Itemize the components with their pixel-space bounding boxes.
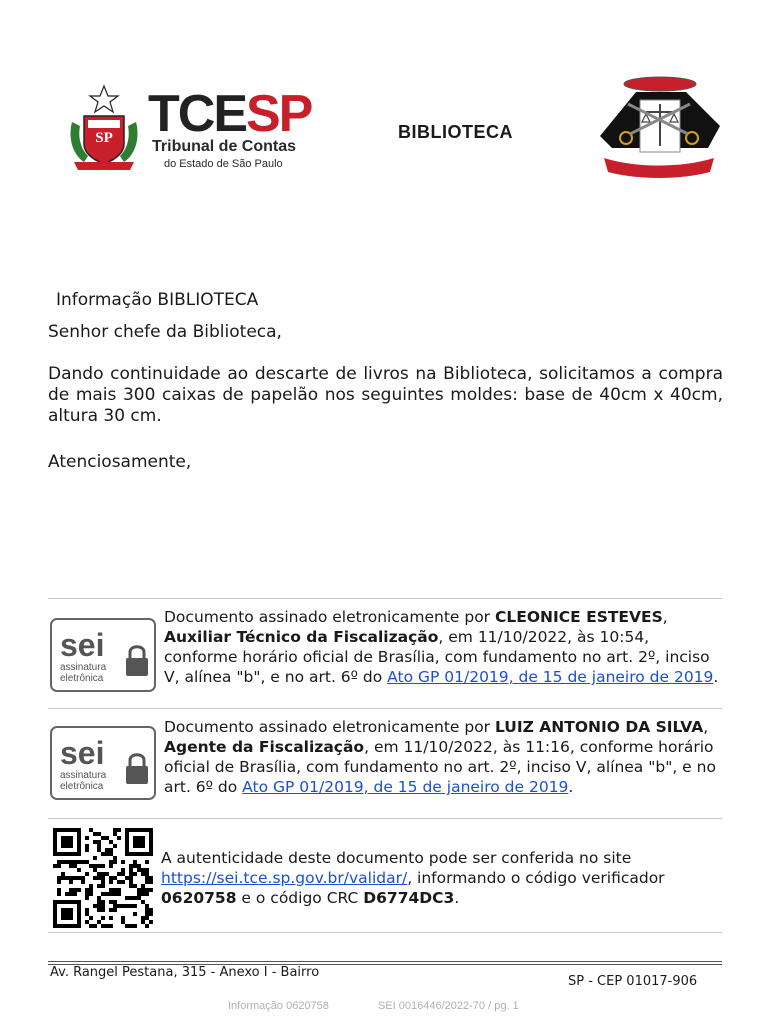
signer-name: CLEONICE ESTEVES [494,608,663,626]
tcesp-logo-line-2: do Estado de São Paulo [164,158,283,170]
ato-gp-link[interactable]: Ato GP 01/2019, de 15 de janeiro de 2019 [242,778,569,796]
verification-text: A autenticidade deste documento pode ser conferida no site https://sei.tce.sp.gov.br/validar/, informando o código verificador 0620758 e o código CRC D6774DC3. [161,849,665,907]
sei-signature-badge [50,618,156,692]
qr-code-icon [52,828,154,928]
footer-sei-reference: SEI 0016446/2022-70 / pg. 1 [378,1000,519,1012]
crc-code: D6774DC3 [363,889,455,907]
svg-text:assinatura: assinatura [60,662,107,673]
svg-text:eletrônica: eletrônica [60,781,104,792]
signature-block-1: Documento assinado eletronicamente por CLEONICE ESTEVES, Auxiliar Técnico da Fiscalização, em 11/10/2022, às 10:54, conforme horário oficial de Brasília, com fundamento no art. 2º, inciso V, alínea "b", e no art. 6º do Ato GP 01/2019, de 15 de janeiro de 2019. [164,608,719,686]
tcesp-logo-wordmark: TCESP [148,85,312,143]
signature-prefix: Documento assinado eletronicamente por [164,608,495,626]
divider [48,932,722,933]
document-heading: Informação BIBLIOTECA [56,290,259,310]
svg-text:eletrônica: eletrônica [60,673,104,684]
signer-role: Auxiliar Técnico da Fiscalização [164,628,439,646]
divider [48,708,722,709]
library-crest-logo [596,76,722,182]
signature-details: , em 11/10/2022, às 11:16, conforme horário oficial de Brasília, com fundamento no art. 2º, inciso V, alínea "b", e no art. 6º do [164,738,716,796]
ato-gp-link[interactable]: Ato GP 01/2019, de 15 de janeiro de 2019 [387,668,714,686]
divider [48,818,722,819]
footer-address: Av. Rangel Pestana, 315 - Anexo I - Bairro [50,965,320,980]
footer-cep: SP - CEP 01017-906 [568,974,698,985]
validation-url-link[interactable]: https://sei.tce.sp.gov.br/validar/ [161,869,408,887]
sao-paulo-coat-of-arms-logo [64,82,144,174]
signature-prefix: Documento assinado eletronicamente por [164,718,495,736]
footer-rule [48,961,722,962]
signature-details: , em 11/10/2022, às 10:54, conforme horário oficial de Brasília, com fundamento no art. 2º, inciso V, alínea "b", e no art. 6º do [164,628,710,686]
tcesp-logo-line-1: Tribunal de Contas [152,138,297,155]
signature-block-2: Documento assinado eletronicamente por LUIZ ANTONIO DA SILVA, Agente da Fiscalização, em 11/10/2022, às 11:16, conforme horário oficial de Brasília, com fundamento no art. 2º, inciso V, alínea "b", e no art. 6º do Ato GP 01/2019, de 15 de janeiro de 2019. [164,718,716,796]
svg-text:sei: sei [60,735,105,771]
sei-signature-badge [50,726,156,800]
svg-text:SP: SP [95,130,113,146]
footer-document-id: Informação 0620758 [228,1000,329,1012]
page-title: BIBLIOTECA [398,122,513,142]
signer-name: LUIZ ANTONIO DA SILVA [494,718,704,736]
body-paragraph: Dando continuidade ao descarte de livros na Biblioteca, solicitamos a compra de mais 300 caixas de papelão nos seguintes moldes: base de 40cm x 40cm, altura 30 cm. [48,364,723,426]
divider [48,598,722,599]
signer-role: Agente da Fiscalização [164,738,365,756]
svg-text:assinatura: assinatura [60,770,107,781]
svg-text:sei: sei [60,627,105,663]
salutation: Senhor chefe da Biblioteca, [48,322,282,342]
verifier-code: 0620758 [161,889,237,907]
closing: Atenciosamente, [48,452,192,472]
